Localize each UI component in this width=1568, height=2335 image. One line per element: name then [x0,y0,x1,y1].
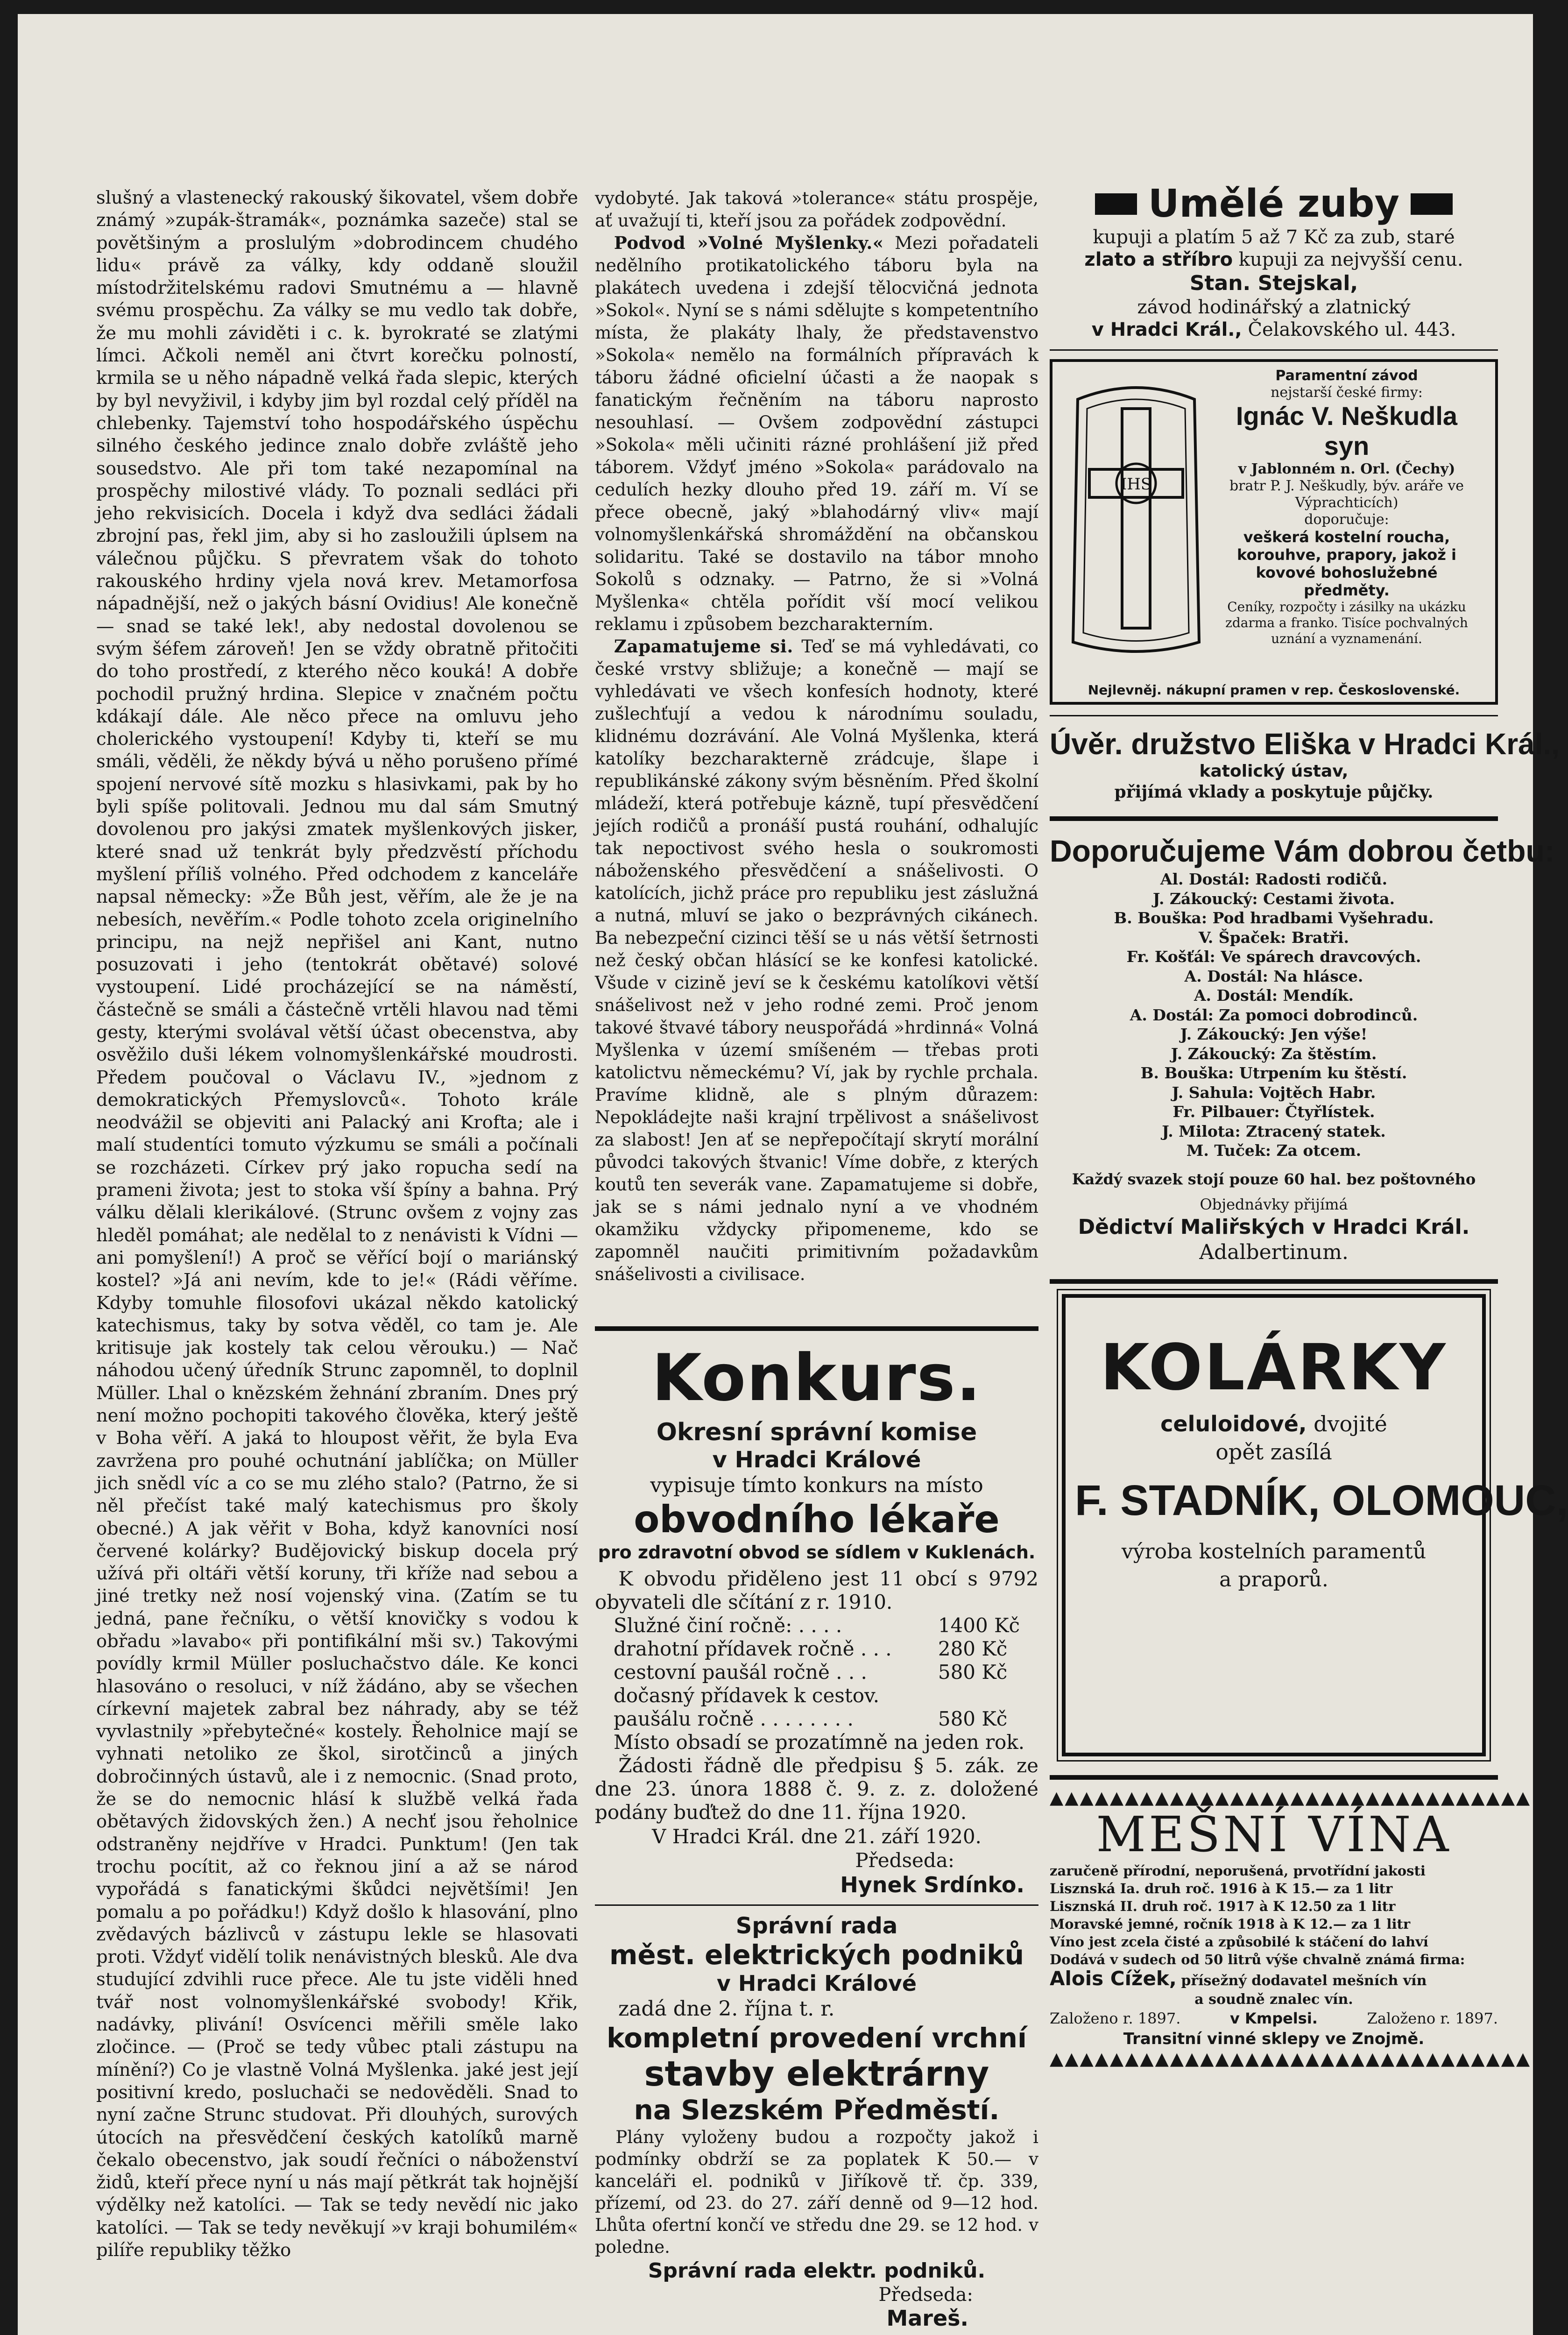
divider [595,1326,1038,1331]
ad-paramenty [1050,359,1498,705]
issuer-line: Okresní správní komise [656,1418,977,1446]
fee-label: drahotní přídavek ročně . . . [614,1637,892,1660]
electric-work: na Slezském Předměstí. [634,2094,1000,2126]
signoff-label: Předseda: [878,2284,973,2306]
ad-teeth [1050,182,1498,341]
book-item: J. Milota: Ztracený statek. [1162,1122,1386,1140]
ad-line: výroba kostelních paramentů [1121,1539,1427,1564]
electric-body: Plány vyloženy budou a rozpočty jakož i podmínky obdrží se za poplatek K 50.— v kanceláři el. podniků v Jiříkově tř. čp. 339, přízemí, od 23. do 27. září denně od 9—12 hod. Lhůta ofertní končí ve středu dne 29. se 12 hod. v poledne. [595,2127,1038,2257]
signoff-label: Předseda: [855,1849,954,1872]
konkurs-title: Konkurs. [651,1340,982,1415]
issuer-city: v Hradci Králové [712,1447,921,1473]
wine-line: Lisznská Ia. druh roč. 1916 à K 15.— za 1 litr [1050,1880,1393,1896]
divider [1050,1279,1498,1284]
article-paragraph-zapamatujeme [595,635,1038,1285]
ad-title: Úvěr. družstvo Eliška v Hradci Král., [1050,727,1560,761]
konkurs-body: K obvodu přiděleno jest 11 obcí s 9792 obyvateli dle sčítání z r. 1910. [595,1567,1038,1613]
svg-text:IHS: IHS [1120,475,1152,494]
divider [1050,715,1498,716]
ad-books [1050,832,1555,1265]
electric-head: Správní rada [735,1913,898,1939]
konkurs-body: Žádosti řádně dle předpisu § 5. zák. ze dne 23. února 1888 č. 9. z. z. doložené podány buďtež do dne 11. října 1920. [595,1754,1038,1824]
wine-firm-rest: přísežný dodavatel mešních vín [1181,1972,1427,1989]
ad-line [1050,248,1498,271]
fee-table [614,1614,1020,1731]
book-item: J. Sahula: Vojtěch Habr. [1172,1083,1376,1102]
wine-line: Dodává v sudech od 50 litrů výše chvalně známá firma: [1050,1951,1465,1967]
article-paragraph-continuation: vydobyté. Jak taková »tolerance« státu prospěje, ať uvažují ti, kteří jsou za pořádek zodpovědní. [595,188,1038,231]
ad-line: přijímá vklady a poskytuje půjčky. [1114,782,1434,802]
book-seller: Dědictví Maliřských v Hradci Král. [1078,1215,1470,1239]
ad-line [1075,1410,1473,1438]
konkurs-date: V Hradci Král. dne 21. září 1920. [652,1825,982,1848]
ad-line: a praporů. [1219,1567,1328,1592]
divider [1050,349,1498,351]
wine-line: Moravské jemné, ročník 1918 à K 12.— za 1 litr [1050,1916,1411,1932]
ad-line-rest: Čelakovského ul. 443. [1248,319,1456,340]
book-item: B. Bouška: Pod hradbami Vyšehradu. [1114,909,1434,927]
fee-label: Služné činí ročně: . . . . [614,1614,842,1637]
wine-line: Víno jest zcela čisté a způsobilé k stáčení do lahví [1050,1933,1428,1950]
book-item: Al. Dostál: Radosti rodičů. [1160,870,1388,888]
ad-title: Doporučujeme Vám dobrou četbu: [1050,834,1555,868]
konkurs-notice [595,1326,1038,2331]
book-item: A. Dostál: Na hlásce. [1184,967,1363,985]
divider [1050,816,1498,821]
paragraph-text: Teď se má vyhledávati, co české vrstvy sbližuje; a konečně — mají se vyhledávati ve všech konfesích hodnoty, které zušlechťují a vedou k národnímu souladu, klidnému dozrávání. Ale Volná Myšlenka, která katolíky bezcharakterně zrádcuje, šlape i republikánské zákony svým běsněním. Před školní mládeží, která potřebuje kázně, tupí přesvědčení jejích rodičů a pronáší pustá rouhání, odhalujíc tak nepoctivost svého hesla o soukromosti náboženského přesvědčení a snášelivosti. O katolících, jichž práce pro republiku jest záslužná a nutná, mluví se jako o bezprávných cikánech. Ba nebezpeční cizinci těší se u nás větší šetrnosti než český občan hlásící se ke konfesi katolické. Všude v cizině jeví se k českému katolíkovi větší snášelivost než v jeho rodné zemi. Proč jenom takové štvavé tábory neuspořádá »hrdinná« Volná Myšlenka v území smíšeném — třebas proti katolictvu německému? Ví, jak by rychle prchala. Pravíme klidně, ale s plným důrazem: Nepokládejte naši krajní trpělivost a snášelivost za slabost! Jen ať se nepřepočítají skrytí morální původci takových štvanic! Víme dobře, z kterých koutů ten severák vane. Zapamatujeme si dobře, jak se s námi jednalo nyní a ve vhodném okamžiku vždycky připomeneme, kdo se zapomněl naučiti primitivním požadavkům snášelivosti a civilisace. [595,636,1039,1284]
article-paragraph-podvod [595,232,1038,635]
ad-loan [1050,727,1560,802]
paragraph-text: Mezi pořadateli nedělního protikatolického táboru byla na plakátech uvedena i zdejší tělocvičná jednota »Sokol«. Nyní se s námi sdělujte s kompetentního místa, že plakáty lhaly, že představenstvo »Sokola« nemělo na formálních přípravách k táboru žádné oficielní účasti a že naopak s fanatickým řečněním na táboru naprosto nesouhlasí. — Ovšem zodpovědní zástupci »Sokola« měli učiniti rázné prohlášení již před táborem. Vždyť jméno »Sokola« parádovalo na cedulích hezky dlouho před 19. září m. Ví se přece obecně, jaký »blahodárný vliv« mají volnomyšlenkářská shromáždění na občanskou solidaritu. Také se dostavilo na tábor mnoho Sokolů s odznaky. — Patrno, že si »Volná Myšlenka« chtěla pořídit vší mocí velikou reklamu i způsobem bezcharakterním. [595,233,1039,634]
ad-wine [1050,1787,1532,2069]
electric-work: stavby elektrárny [644,2054,989,2094]
wine-lines [1050,1862,1498,1968]
ad-name: Stan. Stejskal, [1189,271,1358,295]
fee-amount: 1400 Kč [938,1614,1020,1637]
book-item: B. Bouška: Utrpením ku štěstí. [1140,1064,1407,1082]
signature: Mareš. [886,2306,968,2331]
triangle-border: ▲▲▲▲▲▲▲▲▲▲▲▲▲▲▲▲▲▲▲▲▲▲▲▲▲▲▲▲▲▲▲▲ [1050,2048,1532,2069]
ad-title: MEŠNÍ VÍNA [1096,1805,1452,1863]
wine-approval: a soudně znalec vín. [1194,1991,1353,2008]
ad-collars [1062,1294,1568,1756]
book-list [1050,870,1498,1160]
wine-founded: Založeno r. 1897. [1050,2009,1181,2027]
fee-label: cestovní paušál ročně . . . [614,1661,867,1684]
ad-line: kupuji a platím 5 až 7 Kč za zub, staré [1093,226,1455,248]
ad-title: KOLÁRKY [1100,1330,1448,1405]
ad-head: Paramentní závod [1275,368,1418,384]
ad-title: Umělé zuby [1148,182,1400,226]
book-orders: Objednávky přijímá [1200,1195,1348,1213]
advertisement-column [1050,182,1568,2330]
ad-subhead: nejstarší české firmy: [1271,384,1423,401]
post-title: obvodního lékaře [634,1498,1000,1541]
announcement-line: vypisuje tímto konkurs na místo [650,1473,983,1497]
ad-goods-note: Ceníky, rozpočty i zásilky na ukázku zdarma a franko. Tisíce pochvalných uznání a vyznamenání. [1225,599,1468,646]
divider [595,1904,1038,1906]
divider [1050,1775,1498,1780]
book-item: V. Špaček: Bratři. [1198,928,1349,947]
left-article-column [96,187,578,2321]
ad-line: závod hodinářský a zlatnický [1137,297,1411,318]
ad-firm: F. STADNÍK, OLOMOUC, [1075,1476,1568,1524]
triangle-border: ▲▲▲▲▲▲▲▲▲▲▲▲▲▲▲▲▲▲▲▲▲▲▲▲▲▲▲▲▲▲▲▲ [1050,1787,1532,1808]
ad-line-bold: zlato a stříbro [1084,249,1233,270]
district-line: pro zdravotní obvod se sídlem v Kuklenách. [598,1542,1036,1563]
book-item: Fr. Košťál: Ve spárech dravcových. [1126,948,1421,966]
wine-founded-line [1050,2008,1498,2029]
black-bar [1411,193,1453,215]
electric-work: kompletní provedení vrchní [607,2022,1027,2054]
signature: Hynek Srdínko. [840,1872,1024,1897]
book-price: Každý svazek stojí pouze 60 hal. bez poštovného [1072,1170,1476,1188]
runin-heading: Podvod »Volné Myšlenky.« [614,233,884,253]
fee-amount: 580 Kč [938,1661,1008,1684]
book-item: Fr. Pilbauer: Čtyřlístek. [1172,1103,1375,1121]
chasuble-cross-icon [1059,381,1213,656]
ad-recommends: doporučuje: [1304,511,1389,528]
black-bar [1095,193,1137,215]
ad-line-bold: v Hradci Král., [1091,319,1242,340]
book-item: A. Dostál: Za pomoci dobrodinců. [1130,1005,1418,1024]
book-seller: Adalbertinum. [1199,1240,1349,1264]
wine-founded: Založeno r. 1897. [1367,2009,1498,2027]
runin-heading: Zapamatujeme si. [614,636,793,657]
ad-owner: bratr P. J. Neškudly, býv. aráře ve Výprachticích) [1229,478,1464,511]
wine-firm: Alois Cížek, [1050,1967,1177,1990]
ad-firm: Ignác V. Neškudla syn [1236,401,1458,460]
book-item: A. Dostál: Mendík. [1194,986,1354,1005]
konkurs-body: Místo obsadí se prozatímně na jeden rok. [614,1731,1025,1754]
article-paragraph: slušný a vlastenecký rakouský šikovatel, všem dobře známý »zupák-štramák«, poznámka sazeče) stal se povětšiným a proslulým »dobrodincem chudého lidu« právě za války, kdy oddaně sloužil místodržitelskému radovi Smutnému a — hlavně svému prospěchu. Za války se mu vedlo tak dobře, že mu mohli záviděti i c. k. byrokraté se zlatými límci. Ačkoli neměl ani čtvrt korečku polností, krmila se u něho nápadně velká řada slepic, kterých by byl nevyživil, i kdyby jim byl rozdal celý příděl na chlebenky. Tajemství toho hospodářského úspěchu silného českého jedince znalo dobře zvláště jeho sousedstvo. Ale při tom také nezapomínal na prospěchy milostivé vlády. To poznali sedláci při jeho rekvisicích. Docela i když dva sedláci žádali zbrojní pas, řekl jim, aby si ho zasloužili úplsem na válečnou půjčku. S převratem však do tohoto rakouského hrdiny vjela nová krev. Metamorfosa nápadnější, než o jakých básní Ovidius! Ale konečně — snad se také lek!, aby nedostal dovolenou se svým šéfem zároveň! Jen se vždy obratně přitočiti do toho prostředí, z kterého něco kouká! A dobře pochodil pružný hrdina. Slepice v značném počtu kdákají dále. Ale něco přece na omluvu jeho cholerického vystoupení! Kdyby ti, kteří se mu smáli, věděli, že někdy bývá u něho porušeno přímé spojení nervové sítě mozku s hlasivkami, pak by ho byli spíše politovali. Jednou mu dal sám Smutný dovolenou pro jakýsi zmatek myšlenkových jisker, které snad už tenkrát byly předzvěstí příchodu myšlení příliš volného. Před odchodem z kanceláře napsal německy: »Že Bůh jest, věřím, ale že je na nebesích, nevěřím.« Podle tohoto zcela originelního principu, na nejž nepřišel ani Kant, nutno posuzovati i jeho (tentokrát obětavé) solové vystoupení. Lidé procházející se na náměstí, částečně se smáli a částečně vrtěli hlavou nad těmi gesty, kterými svolával větší účast obecenstva, aby osvěžilo duši lékem volnomyšlenkářské moudrosti. Předem poučoval o Václavu IV., »jednom z demokratických Přemyslovců«. Tohoto krále neodvážil se objeviti ani Palacký ani Krofta; ale i malí studentíci tomuto výzkumu se smáli a počínali se rozcházeti. Církev prý jako ropucha sedí na prameni života; jest to stoka vší špíny a bahna. Prý válku dělali klerikálové. (Strunc ovšem z vojny zas hleděl pomáhat; ale nedělal to z nenávisti k Vídni — ani pomyšlení!) A proč se věřící bojí o mariánský kostel? »Já ani nevím, kde to je!« (Rádi věříme. Kdyby tomuhle filosofovi ukázal někdo katolický katechismus, taky by sotva věděl, co tam je. Ale kritisuje jak kostely tak celou věrouku.) — Nač náhodou učený úředník Strunc zapomněl, to doplnil Müller. Lhal o knězském žehnání zbraním. Dnes prý není možno pochopiti takového člověka, který ještě v Boha věří. A jaká to hloupost věřit, že byla Eva zavržena pro pouhé ochutnání jablíčka; on Müller jich snědl víc a co se mu zlého stalo? (Patrno, že si něl přečíst také malý katechismus pro školy obecné.) A jak věřit v Boha, když kanovníci nosí červené kolárky? Budějovický biskup docela prý užívá při oltáři větší koruny, tři kříže nad sebou a jiné tretky než nosí vojenský vina. (Zatím se tu jedná, pane řečníku, o větší knovičky s vodou k obřadu »lavabo« při pontifikální mši sv.) Takovými povídly krmil Müller posluchačstvo dále. Ke konci hlasováno o resoluci, v níž žádáno, aby se všechen církevní majetek zabral bez náhrady, aby se též vyvlastnily »přebytečné« kostely. Řeholnice mají se vyhnati netoliko ze škol, sirotčinců a jiných dobročinných ústavů, ale i z nemocnic. (Snad proto, že se do nemocnic hlásí k službě velká řada obětavých židovských žen.) A nechť jsou řeholnice odstraněny nejdříve v Hradci. Punktum! (Jen tak trochu pocítit, až co řeknou jiní a až se národ vypořádá s fanatickými škůdci největšími! Jen pomalu a po pořádku!) Když došlo k hlasování, plno zvědavých bázlivců v zástupu lekle se hlasovati proti. Vždyť vidělí tolik nenávistných blesků. Ale dva studující zdvihli ruce přece. Ale tu jste viděli hned tvář nost volnomyšlenkářské svobody! Křik, nadávky, plivání! Osvícenci měřili směle lako zločince. — (Proč se tedy vůbec ptali zástupu na mínění?) Co je vlastně Volná Myšlenka. jaké jest její positivní kredo, posluchači se nedověděli. Snad to nyní začne Strunc studovat. Při dlouhých, surových útocích na přesvědčení českých katolíků marně čekalo obecenstvo, jak soudí řečníci o náboženství židů, kteří přece nyní u nás mají pětkrát tak hojnější výdělky než katolíci. — Tak se tedy nevědí nic jako katolíci. — Tak se tedy nevěkují »v kraji bohumilém« pilíře republiky těžko [96,187,578,2261]
newspaper-page [18,14,1568,2335]
ad-place: v Jablonném n. Orl. (Čechy) [1238,461,1455,477]
fee-amount: 280 Kč [938,1637,1008,1660]
wine-line: Lisznská II. druh roč. 1917 à K 12.50 za 1 litr [1050,1898,1396,1914]
fee-amount: 580 Kč [938,1707,1008,1730]
ad-line: opět zasílá [1215,1439,1332,1465]
electric-date: zadá dne 2. října t. r. [618,1997,835,2021]
book-item: J. Zákoucký: Za štěstím. [1171,1044,1377,1063]
electric-head: měst. elektrických podniků [609,1939,1024,1971]
ad-line [1050,318,1498,341]
electric-signature-org: Správní rada elektr. podniků. [648,2259,986,2283]
book-item: M. Tuček: Za otcem. [1186,1141,1362,1160]
fee-label: dočasný přídavek k cestov. paušálu ročně . . . . . . . . [614,1684,880,1730]
wine-storage: Transitní vinné sklepy ve Znojmě. [1123,2029,1425,2048]
book-item: J. Zákoucký: Jen výše! [1180,1025,1368,1043]
book-item: J. Zákoucký: Cestami života. [1152,889,1395,908]
ad-line-rest: dvojité [1314,1411,1387,1436]
ad-line-rest: kupuji za nejvyšší cenu. [1238,249,1463,270]
ad-goods: veškerá kostelní roucha, korouhve, prapory, jakož i kovové bohoslužebné předměty. [1237,528,1456,599]
wine-town: v Kmpelsi. [1230,2009,1318,2027]
wine-firm-line [1050,1968,1498,1991]
ad-footer: Nejlevněj. nákupní pramen v rep. Československé. [1088,682,1460,698]
wine-line: zaručeně přírodní, neporušená, prvotřídní jakosti [1050,1862,1426,1879]
ad-sub: katolický ústav, [1199,762,1349,781]
middle-article-column [595,187,1038,1322]
electric-head: v Hradci Králové [716,1971,917,1996]
ad-line-bold: celuloidové, [1160,1411,1307,1436]
